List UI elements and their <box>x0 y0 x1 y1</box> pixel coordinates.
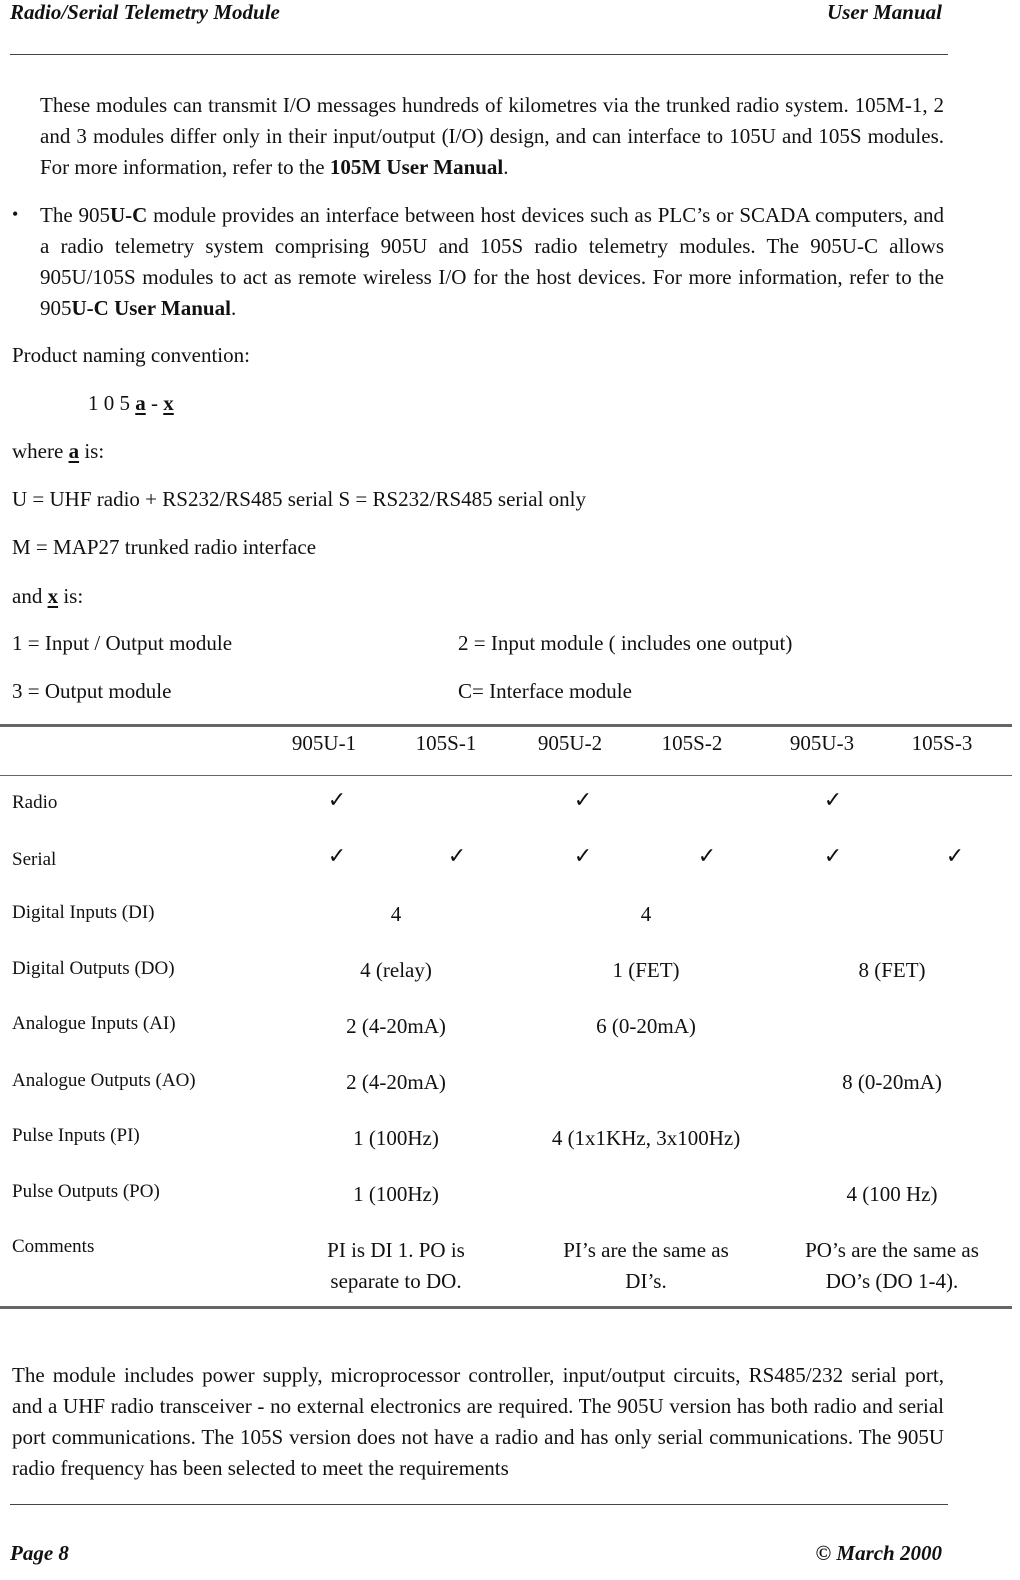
var-x: x <box>47 584 59 608</box>
check-icon: ✓ <box>573 788 593 813</box>
code-dash: - <box>145 391 164 415</box>
comment-line: PI is DI 1. PO is <box>327 1238 465 1262</box>
intro-period: . <box>503 155 509 179</box>
col-905u-3: 905U-3 <box>789 731 855 755</box>
cell-ao-905u-3: 8 (0-20mA) <box>842 1070 942 1094</box>
text-segment: is: <box>58 584 84 608</box>
text-segment: where <box>12 439 69 463</box>
cell-do-905u-2: 1 (FET) <box>612 958 680 982</box>
cell-do-905u-1: 4 (relay) <box>360 958 432 982</box>
naming-m: M = MAP27 trunked radio interface <box>12 535 317 559</box>
text-bold-segment: U-C <box>109 203 148 227</box>
row-label-ai: Analogue Inputs (AI) <box>12 1013 176 1034</box>
col-905u-1: 905U-1 <box>291 731 357 755</box>
cell-do-905u-3: 8 (FET) <box>858 958 926 982</box>
text-segment: and <box>12 584 48 608</box>
cell-ao-905u-1: 2 (4-20mA) <box>346 1070 446 1094</box>
text-segment: module provides an interface between host devices such as PLC’s or SCADA computers, and a radio telemetry system comprising 905U and 105S radio telemetry modules. The 905U-C allows 905U/105S modules to act as remote wireless I/O for the host devices. For more information, refer to the 905 <box>40 203 944 320</box>
row-label-radio: Radio <box>12 792 58 813</box>
check-icon: ✓ <box>447 844 467 869</box>
naming-u-s: U = UHF radio + RS232/RS485 serial S = RS232/RS485 serial only <box>12 487 586 511</box>
table-bottom-rule <box>0 1306 1012 1309</box>
col-105s-3: 105S-3 <box>911 731 973 755</box>
check-icon: ✓ <box>945 844 965 869</box>
code-x: x <box>163 391 174 415</box>
cell-di-905u-2: 4 <box>640 902 652 926</box>
naming-opt3: 3 = Output module <box>12 679 172 703</box>
naming-optc: C= Interface module <box>458 679 632 703</box>
header-divider <box>10 54 948 55</box>
row-label-comments: Comments <box>12 1236 95 1257</box>
cell-pi-905u-2: 4 (1x1KHz, 3x100Hz) <box>551 1126 741 1150</box>
cell-po-905u-3: 4 (100 Hz) <box>846 1182 938 1206</box>
comment-line: DI’s. <box>625 1269 667 1293</box>
row-label-ao: Analogue Outputs (AO) <box>12 1070 196 1091</box>
code-a: a <box>135 391 146 415</box>
comment-line: PI’s are the same as <box>563 1238 729 1262</box>
col-105s-1: 105S-1 <box>415 731 477 755</box>
comment-905u-2 <box>532 1235 760 1297</box>
naming-opt1: 1 = Input / Output module <box>12 631 233 655</box>
cell-ai-905u-1: 2 (4-20mA) <box>346 1014 446 1038</box>
var-a: a <box>68 439 80 463</box>
code-prefix: 1 0 5 <box>88 391 136 415</box>
page-label: Page <box>10 1541 59 1565</box>
table-header-rule <box>0 775 1012 776</box>
check-icon: ✓ <box>327 844 347 869</box>
comment-905u-1 <box>286 1235 506 1297</box>
header-title: Radio/Serial Telemetry Module <box>10 0 280 24</box>
table-top-rule <box>0 724 1012 727</box>
manual-ref-105m: 105M User Manual <box>329 155 504 179</box>
row-label-do: Digital Outputs (DO) <box>12 958 175 979</box>
text-segment: is: <box>79 439 105 463</box>
cell-di-905u-1: 4 <box>390 902 402 926</box>
comment-line: PO’s are the same as <box>805 1238 979 1262</box>
row-label-po: Pulse Outputs (PO) <box>12 1181 160 1202</box>
footer-divider <box>10 1504 948 1505</box>
where-a-line <box>12 439 104 464</box>
naming-code <box>88 391 174 416</box>
cell-pi-905u-1: 1 (100Hz) <box>353 1126 439 1150</box>
and-x-line <box>12 584 83 609</box>
closing-paragraph: The module includes power supply, microprocessor controller, input/output circuits, RS485/232 serial port, and a UHF radio transceiver - no external electronics are required. The 905U version has both radio and serial port communications. The 105S version does not have a radio and has only serial communications. The 905U radio frequency has been selected to meet the requirements <box>12 1363 944 1480</box>
check-icon: ✓ <box>573 844 593 869</box>
intro-text: These modules can transmit I/O messages hundreds of kilometres via the trunked radio system. 105M-1, 2 and 3 modules differ only in their input/output (I/O) design, and can interface to 105U and 105S modules. For more information, refer to the <box>40 93 944 179</box>
text-segment: . <box>230 296 237 320</box>
row-label-pi: Pulse Inputs (PI) <box>12 1125 140 1146</box>
page-number: 8 <box>58 1541 69 1565</box>
naming-opt2: 2 = Input module ( includes one output) <box>458 631 793 655</box>
col-105s-2: 105S-2 <box>661 731 723 755</box>
naming-title: Product naming convention: <box>12 343 250 367</box>
comment-line: separate to DO. <box>330 1269 462 1293</box>
check-icon: ✓ <box>697 844 717 869</box>
bullet-glyph: • <box>12 204 19 224</box>
text-segment: The 905 <box>40 203 110 227</box>
intro-paragraph-905uc <box>40 200 944 324</box>
comment-line: DO’s (DO 1-4). <box>825 1269 959 1293</box>
row-label-serial: Serial <box>12 849 57 870</box>
footer-page <box>10 1541 69 1566</box>
footer-date: © March 2000 <box>815 1541 942 1565</box>
header-doc-type: User Manual <box>827 0 942 24</box>
check-icon: ✓ <box>327 788 347 813</box>
check-icon: ✓ <box>823 788 843 813</box>
check-icon: ✓ <box>823 844 843 869</box>
manual-ref-905uc: U-C User Manual <box>71 296 231 320</box>
comment-905u-3 <box>776 1235 1008 1297</box>
col-905u-2: 905U-2 <box>537 731 603 755</box>
cell-ai-905u-2: 6 (0-20mA) <box>596 1014 696 1038</box>
intro-paragraph-105m <box>40 90 944 183</box>
cell-po-905u-1: 1 (100Hz) <box>353 1182 439 1206</box>
row-label-di: Digital Inputs (DI) <box>12 902 155 923</box>
